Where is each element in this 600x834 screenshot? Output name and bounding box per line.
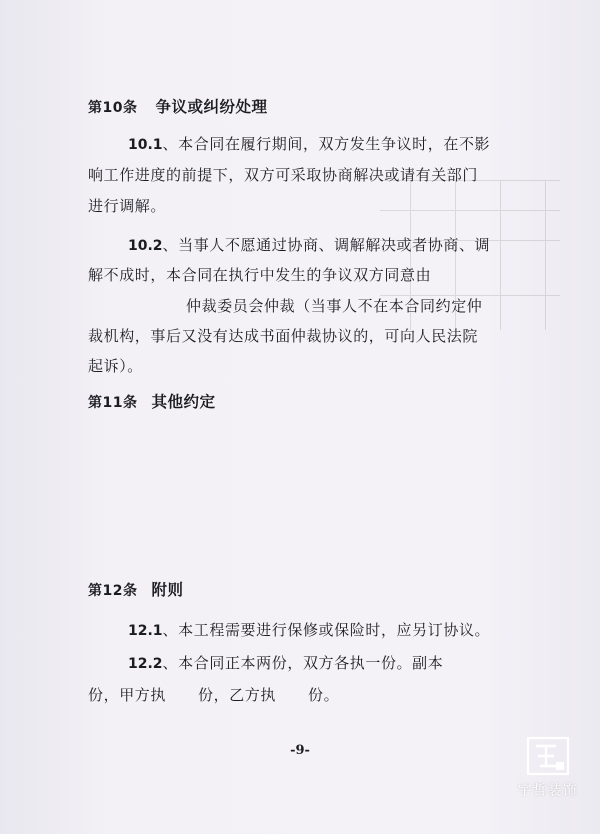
clause-10-1-line-3: 进行调解。: [88, 197, 167, 215]
article-10-heading: [88, 95, 268, 117]
article-10-number: 第10条: [88, 100, 138, 116]
clause-10-1-line-2: 响工作进度的前提下，双方可采取协商解决或请有关部门: [88, 166, 479, 184]
watermark-logo: [505, 736, 590, 826]
clause-10-2-line-4: 裁机构，事后又没有达成书面仲裁协议的，可向人民法院: [88, 327, 479, 345]
clause-10-2-line-1: 10.2、当事人不愿通过协商、调解解决或者协商、调: [128, 236, 491, 254]
clause-10-1-line-1: 10.1、本合同在履行期间，双方发生争议时，在不影: [128, 135, 491, 153]
clause-10-2-line-5: 起诉）。: [88, 357, 143, 375]
article-10-title: 争议或纠纷处理: [155, 97, 268, 116]
article-12-number: 第12条: [88, 583, 138, 599]
clause-12-2-line-2: 份，甲方执 份，乙方执 份。: [88, 686, 340, 704]
clause-10-2-line-3: 仲裁委员会仲裁（当事人不在本合同约定仲: [186, 297, 483, 315]
brand-mark-icon: [526, 736, 570, 776]
clause-10-2-line-2: 解不成时，本合同在执行中发生的争议双方同意由: [88, 266, 432, 284]
article-11-number: 第11条: [88, 395, 138, 411]
brand-name: 宇哲装饰: [517, 783, 578, 799]
clause-12-1: 12.1、本工程需要进行保修或保险时，应另订协议。: [128, 621, 491, 639]
article-12-heading: [88, 578, 184, 600]
article-11-title: 其他约定: [151, 392, 216, 411]
article-12-title: 附则: [151, 580, 184, 599]
article-11-heading: [88, 390, 216, 412]
page-number: -9-: [290, 743, 310, 758]
clause-12-2-line-1: 12.2、本合同正本两份，双方各执一份。副本: [128, 654, 444, 672]
